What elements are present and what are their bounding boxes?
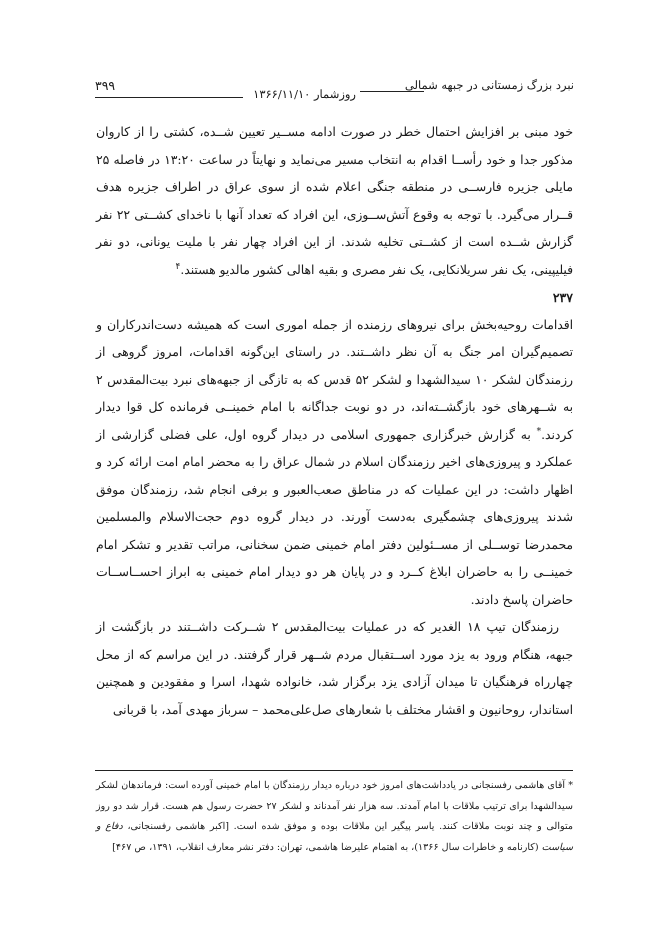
intro-paragraph-text: خود مبنی بر افزایش احتمال خطر در صورت ادامه مســیر تعیین شــده، کشتی را از کاروان مذکور جدا و خود رأســا اقدام به انتخاب مسیر می‌نماید و نهایتاً در ساعت ۱۳:۲۰ در فاصله ۲۵ مایلی جزیره فارســی در منطقه جنگی اعلام شده از سوی عراق در اطراف جزیره هدف قــرار می‌گیرد. با توجه به وقوع آتش‌ســوزی، این افراد که تعداد آنها با ناخدای کشــتی ۲۲ نفر گزارش شــده است از کشــتی تخلیه شدند. از این افراد چهار نفر با ملیت یونانی، دو نفر فیلیپینی، یک نفر سریلانکایی، یک نفر مصری و بقیه اهالی کشور مالدیو هستند. <box>96 125 574 277</box>
entry-paragraph-2: رزمندگان تیپ ۱۸ الغدیر که در عملیات بیت‌المقدس ۲ شــرکت داشــتند در بازگشت از جبهه، هنگام ورود به یزد مورد اســتقبال مردم شــهر قرار گرفتند. در این مراسم که از محل چهارراه فرهنگیان تا میدان آزادی یزد برگزار شد، خانواده شهدا، اسرا و مفقودین و همچنین استاندار، روحانیون و اقشار مختلف با شعارهای صل‌علی‌محمد – سرباز مهدی آمد، با قربانی <box>96 620 573 717</box>
footnote-text-a: * آقای هاشمی رفسنجانی در یادداشت‌های امروز خود درباره دیدار رزمندگان با امام خمینی آورده است: فرماندهان لشکر سیدالشهدا برای ترتیب ملاقات با امام آمدند. سه هزار نفر آمدناند و لشکر ۲۷ حضرت رسول هم هست. قرار شد دو روز متوالی و چند نوبت ملاقات کنند. یاسر پیگیر این ملاقات بوده و موفق شده است. [اکبر هاشمی رفسنجانی، <box>96 780 573 832</box>
intro-paragraph <box>96 119 573 284</box>
footnote-divider <box>95 770 573 771</box>
body-text <box>96 119 573 724</box>
page-number: ۳۹۹ <box>95 78 116 93</box>
running-head-date: روزشمار ۱۳۶۶/۱۱/۱۰ <box>253 87 356 101</box>
footnote-book-title: دفاع و سیاست <box>96 821 573 853</box>
entry-paragraph-1 <box>96 312 573 615</box>
footnote-ref-4: ۴ <box>175 261 181 272</box>
footnote-text-b: (کارنامه و خاطرات سال ۱۳۶۶)، به اهتمام علیرضا هاشمی، تهران: دفتر نشر معارف انقلاب، ۱۳۹۱، ص ۴۶۷] <box>112 841 542 853</box>
footnote <box>96 776 573 858</box>
running-head-rule-long <box>95 97 243 98</box>
entry-paragraph-1-text-b: به گزارش خبرگزاری جمهوری اسلامی در دیدار گروه اول، علی فضلی گزارشی از عملکرد و پیروزی‌های اخیر رزمندگان اسلام در شمال عراق را به محضر امام امت ارائه کرد و اظهار داشت: در این عملیات که در مناطق صعب‌العبور و برفی انجام شد، رزمندگان موفق شدند پیروزی‌های چشمگیری به‌دست آورند. در دیدار گروه دوم حجت‌الاسلام والمسلمین محمدرضا توســلی از مســئولین دفتر امام خمینی ضمن سخنانی، مراتب تقدیر و تشکر امام خمینــی را به حاضران ابلاغ کــرد و در پایان هر دو دیدار امام خمینی به ابراز احســاســات حاضران پاسخ دادند. <box>96 427 573 607</box>
running-head-book-title: نبرد بزرگ زمستانی در جبهه شمالی <box>404 78 574 92</box>
footnote-ref-star: * <box>536 426 542 437</box>
running-head <box>95 74 574 101</box>
running-head-rule <box>360 91 424 92</box>
entry-number: ۲۳۷ <box>552 290 573 305</box>
entry-paragraph-1-text-a: اقدامات روحیه‌بخش برای نیروهای رزمنده از جمله اموری است که همیشه دست‌اندرکاران و تصمیم‌گیران امر جنگ به آن نظر داشــتند. در راستای این‌گونه اقدامات، امروز گروهی از رزمندگان لشکر ۱۰ سیدالشهدا و لشکر ۵۲ قدس که به تازگی از جبهه‌های نبرد بیت‌المقدس ۲ به شــهرهای خود بازگشــته‌اند، در دو نوبت جداگانه با امام خمینــی فرمانده کل قوا دیدار کردند. <box>96 317 573 442</box>
